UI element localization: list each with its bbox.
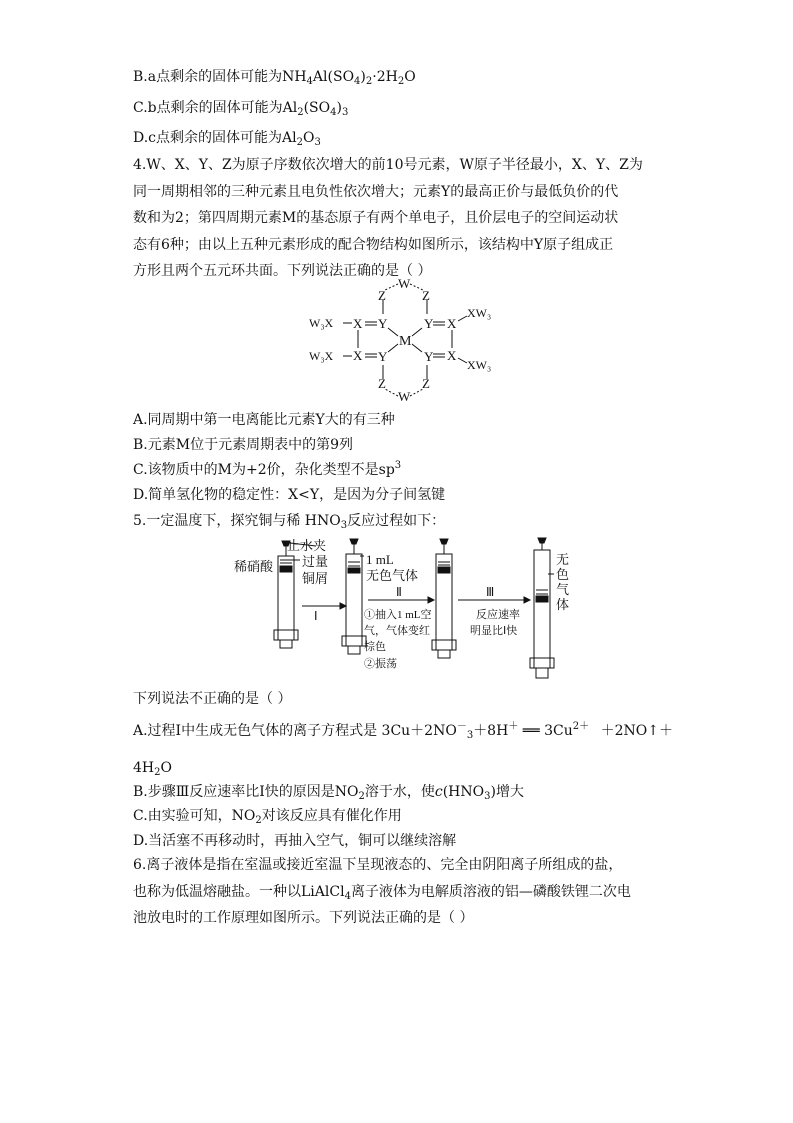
atom-x-top-left: X	[353, 316, 363, 331]
label-gas-volume: 1 mL	[366, 552, 394, 567]
label-step2-line2: 气，气体变红	[364, 625, 430, 637]
q3-option-b: B.a点剩余的固体可能为$NH_4Al(SO_4)_2\cdot 2H_2O$	[133, 69, 416, 87]
label-copper-chips: 铜屑	[302, 571, 329, 586]
label-step-1: Ⅰ	[314, 609, 318, 623]
label-colorless-gas: 无色气体	[366, 568, 419, 583]
q5-option-a-continued: $4H_2O$	[133, 760, 172, 778]
q4-stem-line-2: 同一周期相邻的三种元素且电负性依次增大；元素Y的最高正价与最低负价的代	[133, 184, 619, 200]
label-dilute-nitric-acid: 稀硝酸	[234, 559, 274, 574]
q4-stem-line-5: 方形且两个五元环共面。下列说法正确的是（ ）	[133, 263, 432, 279]
label-step-2: Ⅱ	[396, 585, 402, 599]
atom-m-center: M	[399, 334, 412, 349]
q5-option-c: C.由实验可知，$NO_2$对该反应具有催化作用	[133, 808, 402, 826]
q4-option-c: C.该物质中的M为+2价，杂化类型不是$sp^3$	[133, 460, 402, 478]
atom-z-top-right: Z	[422, 288, 430, 303]
q4-stem-line-3: 数和为2；第四周期元素M的基态原子有两个单电子，且价层电子的空间运动状	[133, 210, 619, 226]
group-w3x-top-left: W₃X	[309, 316, 334, 330]
coordination-structure-diagram	[305, 276, 505, 404]
q4-stem-line-1: 4.W、X、Y、Z为原子序数依次增大的前10号元素，W原子半径最小，X、Y、Z为	[133, 157, 643, 173]
q4-stem-line-4: 态有6种；由以上五种元素形成的配合物结构如图所示，该结构中Y原子组成正	[133, 237, 614, 253]
label-step3-line1: 反应速率	[476, 609, 520, 621]
q4-option-a: A.同周期中第一电离能比元素Y大的有三种	[133, 412, 395, 428]
label-step2-line1: ①抽入1 mL空	[364, 609, 432, 621]
atom-w-top: W	[398, 276, 411, 291]
group-xw3-bottom-right: XW₃	[467, 358, 492, 372]
atom-x-bottom-right: X	[447, 348, 457, 363]
label-gas-char-1: 无	[556, 552, 570, 567]
label-gas-char-2: 色	[556, 567, 570, 582]
q5-option-b: B.步骤Ⅲ反应速率比Ⅰ快的原因是$NO_2$溶于水，使$c(HNO_3)$增大	[133, 784, 524, 802]
label-stopcock: 止水夹	[287, 538, 327, 553]
label-gas-char-3: 气	[556, 582, 570, 597]
q5-question: 下列说法不正确的是（ ）	[133, 691, 292, 707]
atom-y-bottom-right: Y	[424, 349, 434, 364]
group-xw3-top-right: XW₃	[467, 306, 492, 320]
atom-w-bottom: W	[398, 389, 411, 404]
q5-option-d: D.当活塞不再移动时，再抽入空气，铜可以继续溶解	[133, 833, 457, 849]
label-step2-line4: ②振荡	[364, 658, 397, 670]
q4-option-b: B.元素M位于元素周期表中的第9列	[133, 437, 353, 453]
atom-y-top-right: Y	[424, 316, 434, 331]
q6-stem-line-2: 也称为低温熔融盐。一种以LiAlCl$_4$离子液体为电解质溶液的铝—磷酸铁锂二次电	[133, 884, 631, 902]
label-step2-line3: 棕色	[364, 641, 386, 653]
atom-x-bottom-left: X	[353, 348, 363, 363]
copper-nitric-acid-apparatus-diagram	[230, 536, 590, 684]
q6-stem-line-3: 池放电时的工作原理如图所示。下列说法正确的是（ ）	[133, 910, 474, 926]
label-gas-char-4: 体	[556, 597, 570, 612]
label-step-3: Ⅲ	[486, 585, 495, 599]
q5-stem: 5.一定温度下，探究铜与稀 $HNO_3$反应过程如下：	[133, 513, 446, 531]
label-excess: 过量	[302, 554, 329, 569]
atom-z-bottom-right: Z	[422, 376, 430, 391]
atom-y-top-left: Y	[378, 316, 388, 331]
atom-z-bottom-left: Z	[378, 376, 386, 391]
q6-stem-line-1: 6.离子液体是指在室温或接近室温下呈现液态的、完全由阴阳离子所组成的盐，	[133, 857, 623, 873]
q3-option-c: C.b点剩余的固体可能为$Al_2(SO_4)_3$	[133, 100, 349, 118]
q5-option-a: A.过程Ⅰ中生成无色气体的离子方程式是 $3Cu+2NO^-_3+8H^+$ ══ $3Cu^{2+}$ ＋2NO↑＋	[133, 721, 673, 741]
group-w3x-bottom-left: W₃X	[309, 349, 334, 363]
atom-z-top-left: Z	[378, 288, 386, 303]
atom-y-bottom-left: Y	[378, 349, 388, 364]
atom-x-top-right: X	[447, 316, 457, 331]
label-step3-line2: 明显比Ⅰ快	[470, 625, 518, 637]
q4-option-d: D.简单氢化物的稳定性：X<Y，是因为分子间氢键	[133, 487, 446, 503]
q3-option-d: D.c点剩余的固体可能为$Al_2O_3$	[133, 130, 321, 148]
